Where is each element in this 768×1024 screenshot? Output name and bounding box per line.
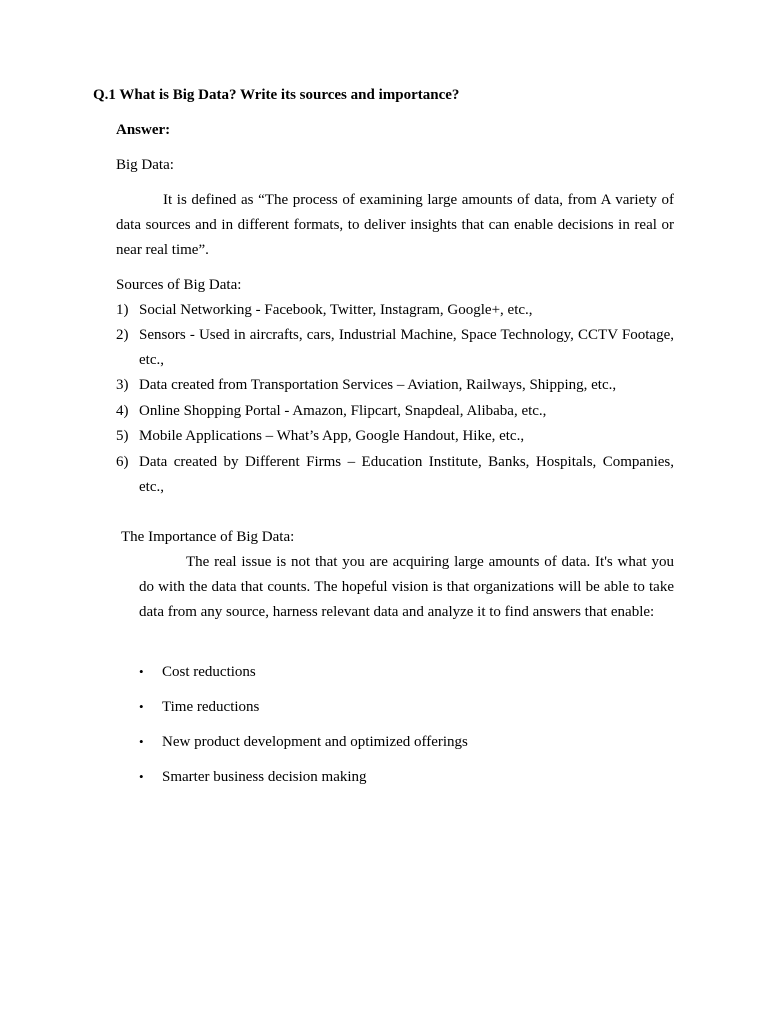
bullet-item <box>139 699 259 716</box>
list-item-text: Data created by Different Firms – Education Institute, Banks, Hospitals, Companies, etc., <box>139 454 674 495</box>
answer-label: Answer: <box>116 122 171 138</box>
definition-heading: Big Data: <box>116 157 174 173</box>
bullet-item <box>139 664 256 681</box>
bullet-item <box>139 769 367 786</box>
list-item-text: Social Networking - Facebook, Twitter, Instagram, Google+, etc., <box>139 302 533 318</box>
list-item-number: 5) <box>116 428 129 444</box>
bullet-icon: • <box>139 769 144 784</box>
bullet-text: New product development and optimized offerings <box>162 734 468 750</box>
bullet-icon: • <box>139 699 144 714</box>
list-item <box>116 450 674 500</box>
list-item-number: 3) <box>116 377 129 393</box>
sources-heading: Sources of Big Data: <box>116 277 242 293</box>
list-item-number: 2) <box>116 327 129 343</box>
list-item-text: Sensors - Used in aircrafts, cars, Industrial Machine, Space Technology, CCTV Footage, etc., <box>139 327 674 368</box>
importance-heading: The Importance of Big Data: <box>121 529 295 545</box>
bullet-item <box>139 734 468 751</box>
bullet-icon: • <box>139 734 144 749</box>
list-item-number: 4) <box>116 403 129 419</box>
list-item-number: 1) <box>116 302 129 318</box>
list-item <box>116 298 674 323</box>
importance-paragraph: The real issue is not that you are acquiring large amounts of data. It's what you do with the data that counts. The hopeful vision is that organizations will be able to take data from any source, harness relevant data and analyze it to find answers that enable: <box>139 554 674 620</box>
bullet-text: Smarter business decision making <box>162 769 367 785</box>
list-item <box>116 424 674 449</box>
list-item <box>116 399 674 424</box>
list-item-number: 6) <box>116 454 129 470</box>
list-item <box>116 373 674 398</box>
bullet-text: Cost reductions <box>162 664 256 680</box>
list-item-text: Online Shopping Portal - Amazon, Flipcart, Snapdeal, Alibaba, etc., <box>139 403 547 419</box>
list-item-text: Mobile Applications – What’s App, Google Handout, Hike, etc., <box>139 428 525 444</box>
list-item <box>116 323 674 373</box>
list-item-text: Data created from Transportation Services – Aviation, Railways, Shipping, etc., <box>139 377 617 393</box>
bullet-text: Time reductions <box>162 699 260 715</box>
bullet-icon: • <box>139 664 144 679</box>
question-heading: Q.1 What is Big Data? Write its sources and importance? <box>93 87 460 103</box>
definition-paragraph: It is defined as “The process of examining large amounts of data, from A variety of data sources and in different formats, to deliver insights that can enable decisions in real or near real time”. <box>116 192 674 258</box>
